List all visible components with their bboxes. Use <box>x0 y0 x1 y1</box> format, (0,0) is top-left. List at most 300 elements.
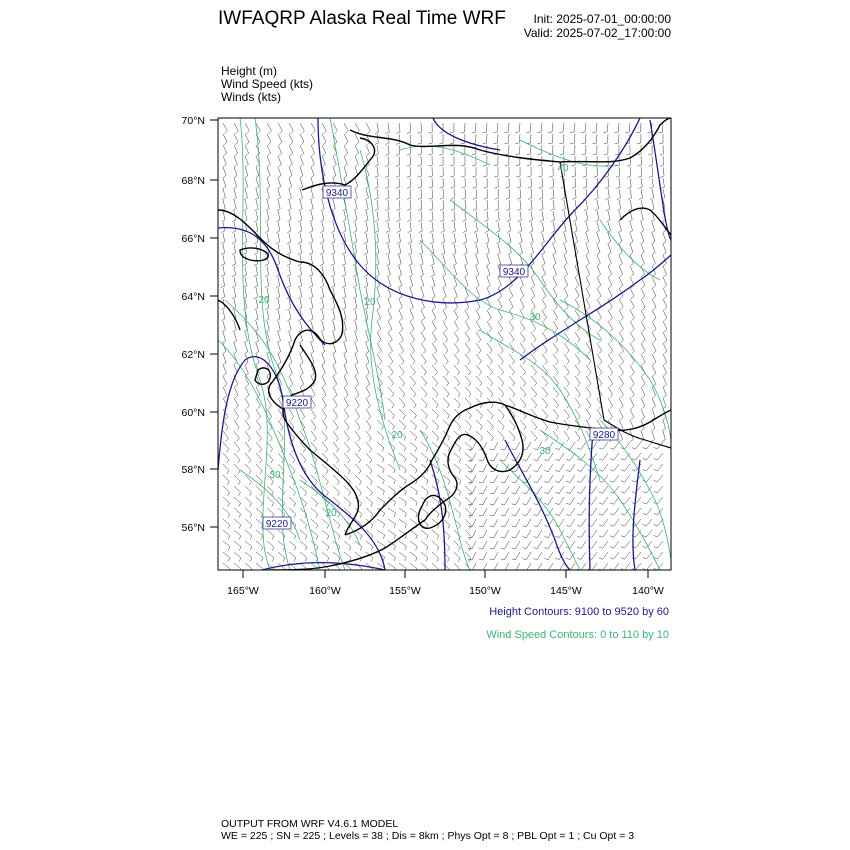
wind-barb <box>366 475 372 485</box>
wind-barb <box>377 299 380 310</box>
variable-winds: Winds (kts) <box>221 90 281 104</box>
wind-barb <box>563 233 566 244</box>
wind-barb <box>255 321 258 332</box>
wind-barb <box>608 321 613 332</box>
wind-barb <box>298 277 302 288</box>
wind-barb <box>497 255 500 266</box>
wind-barb <box>322 387 326 398</box>
wind-barb <box>266 200 269 211</box>
wind-barb <box>443 442 450 452</box>
wind-barb <box>533 519 542 527</box>
wind-barb <box>311 145 315 156</box>
wind-barb <box>289 365 292 376</box>
wind-barb <box>618 222 621 233</box>
wind-barb <box>421 420 428 430</box>
wind-barb <box>632 563 641 570</box>
wind-barb <box>255 332 258 343</box>
wind-barb <box>597 310 602 321</box>
wind-barb <box>309 211 313 222</box>
wind-barb <box>462 200 466 210</box>
wind-barb <box>353 233 357 244</box>
wind-barb <box>333 354 336 365</box>
wind-barb <box>528 178 532 188</box>
wind-barb <box>396 123 400 133</box>
wind-barb <box>475 255 478 266</box>
wind-barb <box>559 123 564 133</box>
wind-barb <box>399 332 403 343</box>
wind-barb <box>365 200 368 211</box>
height-contour-line <box>505 440 570 570</box>
wind-barb <box>572 167 576 177</box>
wind-barb <box>354 321 357 332</box>
wind-barb <box>421 508 428 517</box>
wind-barb <box>432 354 437 364</box>
wind-barb <box>377 321 381 332</box>
wind-barb <box>366 145 370 156</box>
lon-label: 145°W <box>550 585 582 597</box>
wind-barb <box>320 211 324 222</box>
wind-barb <box>398 277 401 288</box>
wind-barb <box>267 541 274 550</box>
wind-barb <box>377 420 383 430</box>
wind-barb <box>223 541 230 550</box>
wind-barb <box>487 321 492 332</box>
height-contour-labels <box>263 186 618 530</box>
wind-barb <box>278 486 284 496</box>
wind-barb <box>408 244 412 255</box>
wind-barb <box>597 365 602 376</box>
wind-barb <box>377 497 384 506</box>
wind-barb <box>300 134 304 145</box>
wind-barb <box>385 145 389 155</box>
wind-barb <box>528 200 532 210</box>
wind-barb <box>309 222 313 233</box>
wind-barb <box>520 376 526 386</box>
wind-barb <box>377 332 381 343</box>
wind-barb <box>429 200 433 210</box>
wind-barb <box>276 299 280 310</box>
wind-contour-line <box>600 420 671 560</box>
wind-barb <box>385 156 389 166</box>
wind-barb <box>575 431 580 442</box>
lon-label: 165°W <box>227 585 259 597</box>
wind-barb <box>388 398 394 408</box>
wind-barb <box>465 409 471 419</box>
wind-barb <box>542 266 545 277</box>
lat-label: 56°N <box>181 522 205 534</box>
wind-barb <box>355 453 361 463</box>
wind-barb <box>333 376 337 387</box>
wind-barb <box>243 211 247 222</box>
wind-barb <box>463 222 467 233</box>
wind-barb <box>420 255 423 266</box>
wind-barb <box>498 343 503 353</box>
wind-barb <box>597 332 602 343</box>
wind-barb <box>344 156 347 167</box>
wind-barb <box>566 464 575 471</box>
wind-barb <box>484 211 488 221</box>
wind-barb <box>289 508 296 518</box>
wind-barb <box>331 299 335 310</box>
wind-barb <box>321 200 324 211</box>
wind-contour-line <box>600 220 660 280</box>
wind-barb <box>523 552 531 560</box>
wind-barb <box>506 200 510 210</box>
wind-barb <box>577 486 586 493</box>
wind-barb <box>630 343 634 354</box>
wind-barb <box>465 453 472 463</box>
wind-barb <box>421 552 428 561</box>
wind-barb <box>276 222 280 233</box>
wind-barb <box>564 277 568 288</box>
wind-barb <box>429 167 433 177</box>
wind-barb <box>465 420 471 430</box>
wind-barb <box>476 321 481 332</box>
wind-barb <box>454 552 460 562</box>
wind-barb <box>266 321 269 332</box>
wind-barb <box>267 442 273 452</box>
wind-barb <box>298 211 302 222</box>
wind-barb <box>586 277 590 288</box>
wind-barb <box>278 134 282 145</box>
wind-barb <box>407 156 411 166</box>
wind-barb <box>640 211 643 222</box>
wind-barb <box>298 288 302 299</box>
wind-barb <box>278 431 283 441</box>
wind-barb <box>344 387 348 398</box>
cook-inlet-coast <box>425 405 523 520</box>
wind-barb <box>627 167 631 177</box>
wind-barb <box>465 541 471 551</box>
wind-barb <box>366 376 370 387</box>
wind-barb <box>662 420 665 431</box>
wind-barb <box>564 376 569 386</box>
wind-barb <box>630 321 634 332</box>
wind-barb <box>443 365 449 375</box>
wind-barb <box>331 233 335 244</box>
wind-barb <box>520 277 524 288</box>
wind-barb <box>243 233 247 244</box>
wind-barb <box>298 266 302 277</box>
wind-barb <box>439 134 443 144</box>
wind-barb <box>663 343 667 354</box>
wind-barb <box>501 475 509 483</box>
wind-barb <box>287 244 291 255</box>
wind-barb <box>399 508 406 517</box>
wind-barb <box>344 145 348 156</box>
wind-barb <box>551 200 555 211</box>
wind-barb <box>344 398 348 409</box>
wind-barb <box>498 332 503 343</box>
wind-barb <box>421 310 425 321</box>
wind-barb <box>320 222 324 233</box>
wind-barb <box>648 145 652 155</box>
wind-barb <box>344 453 350 463</box>
wind-barb <box>245 167 248 178</box>
wind-barb <box>476 266 479 277</box>
wind-barb <box>256 354 259 365</box>
wind-barb <box>476 431 482 441</box>
wind-barb <box>523 530 531 538</box>
wind-barb <box>479 486 487 494</box>
wind-barb <box>663 354 667 365</box>
wind-barb <box>355 145 359 156</box>
wind-barb <box>498 277 501 288</box>
wind-barb <box>234 552 241 561</box>
wind-barb <box>540 222 544 233</box>
wind-barb <box>515 123 520 133</box>
wind-barb <box>244 189 247 200</box>
wind-barb <box>520 310 524 321</box>
wind-barb <box>517 189 521 199</box>
wind-barb <box>322 156 325 167</box>
wind-barb <box>597 343 602 354</box>
wind-barb <box>344 519 351 528</box>
wind-barb <box>586 409 591 420</box>
wind-barb <box>577 541 586 548</box>
wind-barb <box>311 519 318 528</box>
wind-barb <box>450 156 454 166</box>
wind-barb <box>431 266 434 277</box>
wind-barb <box>300 156 303 167</box>
wind-barb <box>418 211 422 221</box>
wind-barb <box>641 255 644 266</box>
wind-barb <box>366 409 371 420</box>
wind-barb <box>652 299 656 310</box>
wind-barb <box>472 123 476 133</box>
wind-barb <box>465 321 469 332</box>
wind-barb <box>639 178 643 189</box>
height-contour-line <box>633 460 640 570</box>
lon-label: 155°W <box>389 585 421 597</box>
wind-barb <box>234 497 241 507</box>
wind-barb <box>555 475 564 483</box>
wind-barb <box>234 167 237 178</box>
wind-barb <box>310 332 313 343</box>
wind-barb <box>397 244 401 255</box>
wind-barb <box>487 354 492 364</box>
wind-barb <box>399 365 404 375</box>
wind-barb <box>501 530 509 538</box>
wind-barb <box>531 398 537 408</box>
wind-barb <box>588 475 597 482</box>
wind-barb <box>278 354 281 365</box>
wind-barb <box>353 288 357 299</box>
wind-barb <box>566 486 575 493</box>
wind-barb <box>300 376 304 387</box>
wind-barb <box>278 453 284 463</box>
wind-barb <box>399 475 406 484</box>
wind-barb <box>454 365 460 375</box>
wind-barb <box>289 497 296 507</box>
wind-barb <box>566 519 575 526</box>
wind-barb <box>575 376 580 386</box>
wind-barb <box>639 200 643 211</box>
wind-barb <box>322 365 325 376</box>
wind-barb <box>375 156 379 167</box>
wind-barb <box>610 541 619 548</box>
wind-barb <box>388 530 395 539</box>
wind-barb <box>388 420 395 430</box>
wind-barb <box>564 365 569 375</box>
wind-barb <box>593 134 597 144</box>
wind-barb <box>508 233 512 244</box>
wind-barb <box>487 409 493 419</box>
wind-barb <box>544 541 553 549</box>
wind-barb <box>628 200 632 211</box>
wind-barb <box>421 398 427 408</box>
wind-barb <box>221 244 225 255</box>
wind-barb <box>344 167 347 178</box>
wind-barb <box>599 563 608 570</box>
wind-barb <box>520 288 524 299</box>
wind-barb <box>223 563 230 572</box>
wind-barb <box>256 431 261 441</box>
wind-barb <box>523 541 531 549</box>
wind-barb <box>355 409 360 420</box>
wind-barb <box>421 354 426 364</box>
wind-barb <box>630 398 634 409</box>
wind-barb <box>619 255 622 266</box>
wind-barb <box>287 222 291 233</box>
wind-barb <box>621 486 630 493</box>
wind-barb <box>494 178 498 188</box>
wind-barb <box>575 277 579 288</box>
wind-barb <box>465 299 469 310</box>
wind-barb <box>277 321 280 332</box>
wind-barb <box>432 431 439 441</box>
wind-barb <box>254 211 258 222</box>
wind-barb <box>663 398 666 409</box>
wind-barb <box>311 486 317 496</box>
wind-barb <box>375 167 379 177</box>
wind-barb <box>465 398 471 408</box>
wind-barb <box>575 299 579 310</box>
wind-barb <box>322 145 326 156</box>
wind-barb <box>553 409 559 419</box>
wind-barb <box>608 244 611 255</box>
wind-barb <box>641 244 644 255</box>
wind-barb <box>509 387 515 397</box>
wind-barb <box>577 475 586 482</box>
wind-barb <box>454 497 461 507</box>
wind-barb <box>520 365 526 375</box>
wind-barb <box>641 332 645 343</box>
wind-barb <box>476 387 482 397</box>
wind-barb <box>512 486 520 494</box>
wind-barb <box>287 255 291 266</box>
wind-barb <box>654 552 663 559</box>
wind-barb <box>421 387 427 397</box>
wind-barb <box>311 431 316 441</box>
wind-barb <box>321 321 324 332</box>
wind-barb <box>512 519 520 527</box>
wind-barb <box>443 409 449 419</box>
wind-barb <box>289 530 296 539</box>
wind-barb <box>342 222 346 233</box>
wind-barb <box>223 387 227 398</box>
wind-barb <box>621 530 630 537</box>
wind-barb <box>331 266 335 277</box>
wind-barb <box>632 475 641 482</box>
wind-barb <box>377 310 381 321</box>
wind-barb <box>265 233 269 244</box>
wind-barb <box>454 354 459 364</box>
wind-barb <box>512 508 520 516</box>
wind-barb <box>643 563 652 570</box>
wind-barb <box>364 277 368 288</box>
wind-barb <box>652 321 656 332</box>
wind-barb <box>299 189 302 200</box>
wind-barb <box>661 178 665 189</box>
wind-barb <box>245 398 249 409</box>
wind-barb <box>245 541 252 550</box>
wind-barb <box>421 442 428 451</box>
wind-barb <box>465 310 469 321</box>
wind-barb <box>450 167 454 177</box>
wind-barb <box>232 255 236 266</box>
wind-barb <box>311 497 318 507</box>
wind-barb <box>643 508 652 515</box>
wind-barb <box>289 123 293 134</box>
wind-barb <box>572 178 576 188</box>
wind-barb <box>606 189 610 200</box>
wind-barb <box>342 299 346 310</box>
wind-barb <box>222 310 226 321</box>
wind-barb <box>254 222 258 233</box>
wind-barb <box>245 376 249 387</box>
wind-barb <box>311 420 316 431</box>
wind-barb <box>464 244 468 255</box>
wind-barb <box>498 420 504 430</box>
wind-barb <box>619 354 624 365</box>
wind-barb <box>553 277 557 288</box>
wind-barb <box>332 310 336 321</box>
wind-barb <box>386 222 390 233</box>
wind-barb <box>533 552 542 560</box>
wind-barb <box>278 409 283 420</box>
wind-barb <box>599 530 608 537</box>
wind-barb <box>300 365 303 376</box>
wind-barb <box>245 497 252 507</box>
wind-barb <box>595 200 599 211</box>
wind-barb <box>577 530 586 537</box>
wind-barb <box>629 222 632 233</box>
wind-barb <box>410 541 417 550</box>
wind-barb <box>399 387 405 397</box>
wind-barb <box>630 266 634 277</box>
wind-barb <box>354 178 357 189</box>
wind-barb <box>333 442 339 452</box>
wind-barb <box>476 277 479 288</box>
wind-barb <box>529 211 533 222</box>
wind-barb <box>651 200 655 211</box>
wind-barb <box>564 387 569 397</box>
wind-barb <box>421 541 428 550</box>
wind-barb <box>632 453 641 460</box>
wind-barb <box>553 354 558 364</box>
wind-barb <box>223 508 230 518</box>
wind-barb <box>533 486 542 494</box>
wind-barb <box>548 134 553 144</box>
wind-barb <box>365 343 368 354</box>
wind-barb <box>344 552 351 561</box>
wind-barb <box>432 310 436 321</box>
alaska-peninsula <box>270 520 425 570</box>
wind-barb <box>595 189 599 200</box>
wind-barb <box>234 431 239 441</box>
wind-barb <box>454 299 458 310</box>
